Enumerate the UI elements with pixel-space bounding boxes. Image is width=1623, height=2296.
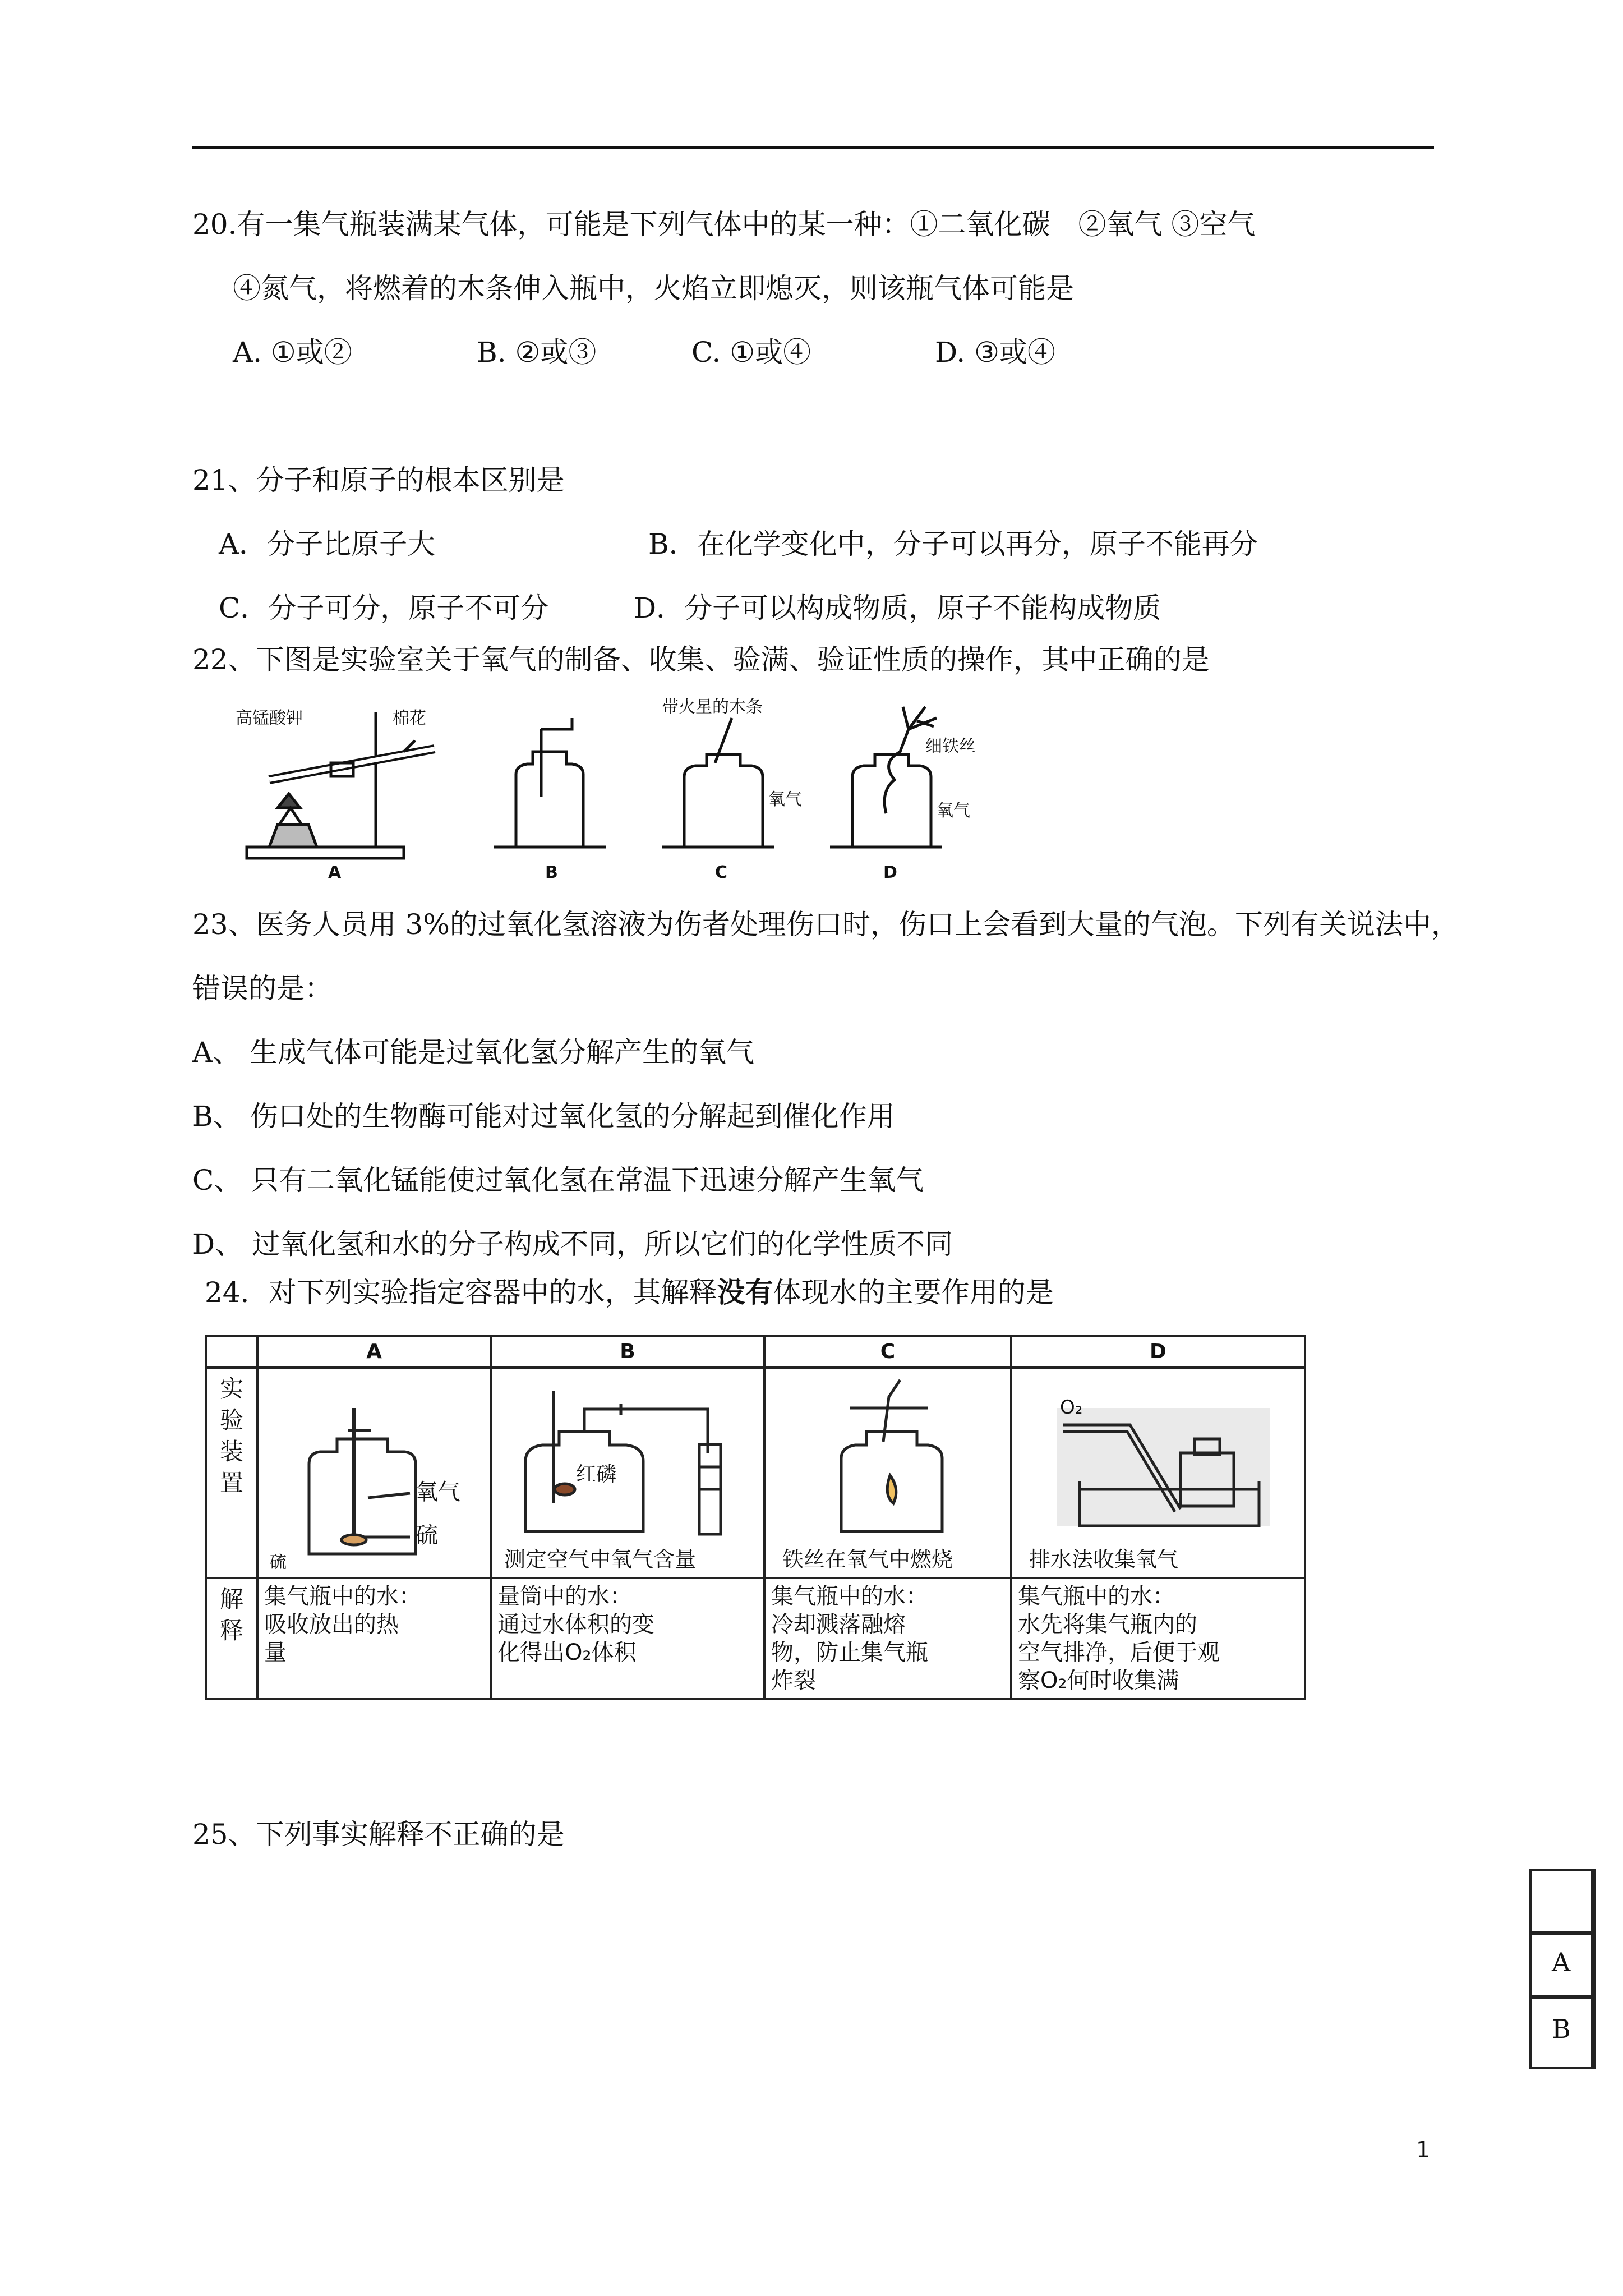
q25-row-a: A xyxy=(1552,1947,1571,1977)
q24-apparatus-d xyxy=(1011,1368,1305,1578)
q24-header-b: B xyxy=(491,1336,764,1368)
header-rule xyxy=(192,146,1434,149)
q22-letter-a: A xyxy=(328,863,342,882)
q23-stem-line2: 错误的是： xyxy=(192,972,333,1005)
q22-apparatus-figure xyxy=(236,696,1032,881)
q24-b-label-red-phosphorus: 红磷 xyxy=(576,1463,617,1486)
q23-option-b: B、 伤口处的生物酶可能对过氧化氢的分解起到催化作用 xyxy=(192,1100,895,1133)
q23-option-d: D、 过氧化氢和水的分子构成不同，所以它们的化学性质不同 xyxy=(192,1228,953,1260)
page-number: 1 xyxy=(1416,2137,1431,2163)
q21-stem: 21、分子和原子的根本区别是 xyxy=(192,464,565,496)
q24-row-apparatus-head: 实 验 装 置 xyxy=(206,1368,257,1578)
q21-option-d: D．分子可以构成物质，原子不能构成物质 xyxy=(634,592,1161,624)
q22-stem: 22、下图是实验室关于氧气的制备、收集、验满、验证性质的操作，其中正确的是 xyxy=(192,643,1210,676)
q22-label-iron-wire: 细铁丝 xyxy=(925,737,976,756)
q24-apparatus-c xyxy=(764,1368,1011,1578)
q25-table-fragment xyxy=(1529,1869,1623,2069)
q24-a-label-sulfur-small: 硫 xyxy=(270,1553,287,1572)
q24-c-caption: 铁丝在氧气中燃烧 xyxy=(782,1547,953,1572)
q22-letter-b: B xyxy=(545,863,558,882)
q25-row-b: B xyxy=(1552,2014,1571,2044)
q24-header-a: A xyxy=(257,1336,491,1368)
q22-label-c-oxygen: 氧气 xyxy=(768,790,802,809)
q24-apparatus-b xyxy=(491,1368,764,1578)
q24-header-c: C xyxy=(764,1336,1011,1368)
q23-option-a: A、 生成气体可能是过氧化氢分解产生的氧气 xyxy=(192,1036,755,1069)
q23-stem-line1: 23、医务人员用 3%的过氧化氢溶液为伤者处理伤口时，伤口上会看到大量的气泡。下列有关说法中， xyxy=(192,908,1459,941)
q20-option-d: D. ③或④ xyxy=(935,336,1055,369)
q24-stem: 24．对下列实验指定容器中的水，其解释没有体现水的主要作用的是 xyxy=(205,1276,1054,1309)
q21-option-b: B．在化学变化中，分子可以再分，原子不能再分 xyxy=(648,528,1258,560)
q22-label-d-oxygen: 氧气 xyxy=(937,801,970,821)
q20-stem-line2: ④氮气，将燃着的木条伸入瓶中，火焰立即熄灭，则该瓶气体可能是 xyxy=(233,272,1074,305)
q22-label-kmno4: 高锰酸钾 xyxy=(236,708,303,728)
q24-apparatus-a xyxy=(257,1368,491,1578)
q22-label-splint: 带火星的木条 xyxy=(662,697,763,717)
q24-a-label-oxygen: 氧气 xyxy=(416,1479,460,1505)
q24-explanation-d: 集气瓶中的水： 水先将集气瓶内的 空气排净，后便于观 察O₂何时收集满 xyxy=(1011,1578,1305,1699)
q20-option-c: C. ①或④ xyxy=(691,336,811,369)
q24-b-caption: 测定空气中氧气含量 xyxy=(504,1547,697,1572)
q20-option-b: B. ②或③ xyxy=(477,336,597,369)
q24-row-explanation-head: 解 释 xyxy=(206,1578,257,1699)
q24-explanation-c: 集气瓶中的水： 冷却溅落融熔 物，防止集气瓶 炸裂 xyxy=(764,1578,1011,1699)
q23-option-c: C、 只有二氧化锰能使过氧化氢在常温下迅速分解产生氧气 xyxy=(192,1164,924,1197)
q22-label-cotton: 棉花 xyxy=(393,708,426,728)
q22-letter-d: D xyxy=(883,863,897,882)
q21-option-c: C．分子可分，原子不可分 xyxy=(219,592,549,624)
q24-d-label-o2: O₂ xyxy=(1060,1396,1083,1419)
q24-d-caption: 排水法收集氧气 xyxy=(1029,1547,1179,1572)
q24-stem-emphasis: 没有 xyxy=(717,1276,773,1309)
q22-letter-c: C xyxy=(715,863,728,882)
q24-table xyxy=(205,1335,1306,1700)
q24-explanation-a: 集气瓶中的水： 吸收放出的热 量 xyxy=(257,1578,491,1699)
q24-explanation-b: 量筒中的水： 通过水体积的变 化得出O₂体积 xyxy=(491,1578,764,1699)
q24-a-label-sulfur: 硫 xyxy=(416,1522,438,1548)
q20-option-a: A. ①或② xyxy=(233,336,352,369)
q24-header-d: D xyxy=(1011,1336,1305,1368)
q21-option-a: A．分子比原子大 xyxy=(219,528,436,560)
q20-stem-line1: 20.有一集气瓶装满某气体，可能是下列气体中的某一种：①二氧化碳 ②氧气 ③空气 xyxy=(192,208,1256,241)
q25-stem: 25、下列事实解释不正确的是 xyxy=(192,1818,565,1851)
